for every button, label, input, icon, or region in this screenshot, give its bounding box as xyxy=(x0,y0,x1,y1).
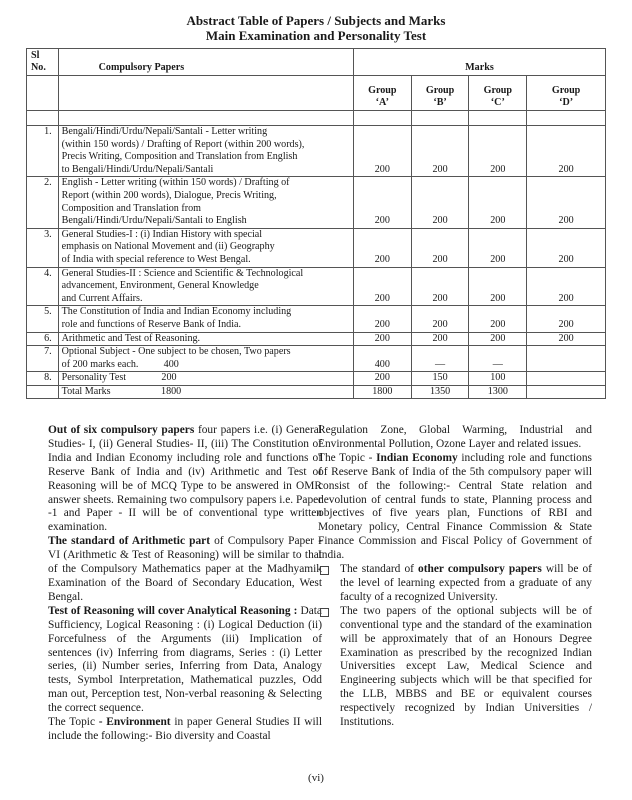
table-row xyxy=(27,346,606,372)
para-arithmetic-standard: The standard of Arithmetic part of Compulsory Paper - VI (Arithmetic & Test of Reasoning) will be similar to that of the Compulsory Mathematics paper at the Madhyamik Examination of the Board of Secondary Education, West Bengal. xyxy=(48,535,322,603)
left-column xyxy=(48,424,322,744)
marks-table xyxy=(26,48,606,399)
para-compulsory-papers: Out of six compulsory papers four papers i.e. (i) General Studies- I, (ii) General Studies- II, (iii) The Constitution of India and Indian Economy including role and functions of Reserve Bank of India and (iv) Arithmetic and Test of Reasoning will be of MCQ Type to be answered in OMR answer sheets. Remaining two compulsory papers i.e. Paper -1 and Paper - II will be of conventional type written examination. xyxy=(48,424,322,534)
row-serial xyxy=(27,385,59,399)
header-group-c: Group ‘C’ xyxy=(469,76,527,111)
row-mark-group-b: 200 xyxy=(411,228,469,267)
row-mark-group-d: 200 xyxy=(527,267,606,306)
table-row xyxy=(27,126,606,177)
row-serial: 6. xyxy=(27,332,59,346)
row-mark-group-d xyxy=(527,372,606,386)
header-marks: Marks xyxy=(353,49,605,76)
table-row xyxy=(27,177,606,228)
paper-line: Total Marks 1800 xyxy=(61,385,182,397)
paper-line: Bengali/Hindi/Urdu/Nepali/Santali - Letter writing xyxy=(61,126,268,137)
page-number: (vi) xyxy=(308,772,324,784)
header-group-d: Group ‘D’ xyxy=(527,76,606,111)
row-mark-group-c: 200 xyxy=(469,177,527,228)
paper-line: and Current Affairs. xyxy=(61,292,143,304)
header-compulsory-papers: Compulsory Papers xyxy=(58,49,353,76)
paper-line: role and functions of Reserve Bank of India. xyxy=(61,318,242,330)
row-mark-group-c: 200 xyxy=(469,126,527,177)
row-mark-group-c: — xyxy=(469,346,527,372)
right-column xyxy=(318,424,592,730)
table-row xyxy=(27,372,606,386)
para-environment: The Topic - Environment in paper General Studies II will include the following:- Bio diversity and Coastal xyxy=(48,716,322,742)
paper-line: (within 150 words) / Drafting of Report (within 200 words), xyxy=(61,138,305,150)
paper-line: Optional Subject - One subject to be chosen, Two papers xyxy=(61,346,291,358)
row-paper xyxy=(58,372,353,386)
paper-line: advancement, Environment, General Knowledge xyxy=(61,280,259,292)
header-blank-paper xyxy=(58,76,353,111)
row-mark-group-b: 200 xyxy=(411,267,469,306)
row-mark-group-d xyxy=(527,385,606,399)
row-mark-group-a: 1800 xyxy=(353,385,411,399)
para-environment-cont: Regulation Zone, Global Warming, Industrial and Environmental Pollution, Ozone Layer and related issues. xyxy=(318,424,592,450)
paper-line: of 200 marks each. 400 xyxy=(61,358,179,370)
row-mark-group-b: 200 xyxy=(411,332,469,346)
row-serial: 8. xyxy=(27,372,59,386)
table-row xyxy=(27,267,606,306)
paper-line: The Constitution of India and Indian Economy including xyxy=(61,306,292,318)
row-mark-group-c: 200 xyxy=(469,267,527,306)
row-serial: 3. xyxy=(27,228,59,267)
row-mark-group-c: 200 xyxy=(469,306,527,332)
paper-line: General Studies-I : (i) Indian History with special xyxy=(61,228,263,240)
row-mark-group-a: 200 xyxy=(353,372,411,386)
para-reasoning: Test of Reasoning will cover Analytical Reasoning : Data Sufficiency, Logical Reasoning : (i) Logical Deduction (ii) Forcefulness of the Arguments (iii) Implication of sentences (iv) Inferring from diagrams, Series : (i) Letter series, (ii) Number series, Inferring from Data, Analogy tests, Symbol Interpretation, Mathematical puzzles, Odd man out, Perception test, Non-verbal reasoning & Selecting the correct sequence. xyxy=(48,604,322,715)
paper-line: Precis Writing, Composition and Translation from English xyxy=(61,151,298,163)
paper-line: Bengali/Hindi/Urdu/Nepali/Santali to English xyxy=(61,215,247,227)
paper-line: Arithmetic and Test of Reasoning. xyxy=(61,332,201,344)
row-mark-group-c: 200 xyxy=(469,228,527,267)
row-mark-group-a: 200 xyxy=(353,228,411,267)
row-mark-group-b: 200 xyxy=(411,177,469,228)
row-serial: 4. xyxy=(27,267,59,306)
row-mark-group-b: 200 xyxy=(411,126,469,177)
header-group-a: Group ‘A’ xyxy=(353,76,411,111)
header-blank-sl xyxy=(27,76,59,111)
row-paper xyxy=(58,126,353,177)
table-row xyxy=(27,385,606,399)
row-mark-group-b: 200 xyxy=(411,306,469,332)
row-paper xyxy=(58,385,353,399)
paper-line: Composition and Translation from xyxy=(61,202,201,214)
table-row xyxy=(27,228,606,267)
row-mark-group-d: 200 xyxy=(527,126,606,177)
row-mark-group-b: 1350 xyxy=(411,385,469,399)
row-serial: 2. xyxy=(27,177,59,228)
row-mark-group-d: 200 xyxy=(527,306,606,332)
document-title: Abstract Table of Papers / Subjects and Marks xyxy=(186,13,446,28)
row-mark-group-a: 200 xyxy=(353,177,411,228)
row-paper xyxy=(58,332,353,346)
paper-line: of India with special reference to West Bengal. xyxy=(61,253,251,265)
bullet-other-papers: The standard of other compulsory papers will be of the level of learning expected from a graduate of any faculty of a recognized University. xyxy=(318,563,592,605)
paper-line: Personality Test 200 xyxy=(61,372,177,384)
square-bullet-icon xyxy=(320,566,329,575)
row-mark-group-c: 200 xyxy=(469,332,527,346)
row-mark-group-a: 400 xyxy=(353,346,411,372)
row-mark-group-b: 150 xyxy=(411,372,469,386)
paper-line: English - Letter writing (within 150 words) / Drafting of xyxy=(61,177,290,189)
header-sl-no: Sl No. xyxy=(27,49,59,76)
paper-line: to Bengali/Hindi/Urdu/Nepali/Santali xyxy=(61,163,214,175)
row-mark-group-d: 200 xyxy=(527,228,606,267)
row-mark-group-a: 200 xyxy=(353,332,411,346)
paper-line: General Studies-II : Science and Scientific & Technological xyxy=(61,267,304,279)
paper-line: emphasis on National Movement and (ii) Geography xyxy=(61,241,275,253)
row-mark-group-a: 200 xyxy=(353,126,411,177)
row-paper xyxy=(58,346,353,372)
row-serial: 5. xyxy=(27,306,59,332)
row-mark-group-d xyxy=(527,346,606,372)
row-mark-group-a: 200 xyxy=(353,306,411,332)
row-serial: 7. xyxy=(27,346,59,372)
bullet-optional-papers: The two papers of the optional subjects will be of conventional type and the standard of the examination will be approximately that of an Honours Degree Examination as prescribed by the recognized Indian Universities except Law, Medical Science and Engineering subjects which will be that specified for the LLB, MBBS and BE or equivalent courses respectively recognized by Indian Universities / Institutions. xyxy=(318,605,592,730)
row-paper xyxy=(58,306,353,332)
row-mark-group-d: 200 xyxy=(527,332,606,346)
table-row xyxy=(27,332,606,346)
row-mark-group-c: 100 xyxy=(469,372,527,386)
para-indian-economy: The Topic - Indian Economy including role and functions of Reserve Bank of India of the 5th compulsory paper will consist of the following:- Central State relation and devolution of central funds to state, Planning process and objectives of five years plan, Functions of RBI and Monetary policy, Central Finance Commission & State Finance Commission and Fiscal Policy of Government of India. xyxy=(318,451,592,562)
row-paper xyxy=(58,228,353,267)
row-serial: 1. xyxy=(27,126,59,177)
row-paper xyxy=(58,177,353,228)
row-mark-group-c: 1300 xyxy=(469,385,527,399)
row-mark-group-a: 200 xyxy=(353,267,411,306)
table-row xyxy=(27,306,606,332)
paper-line: Report (within 200 words), Dialogue, Precis Writing, xyxy=(61,189,277,201)
header-group-b: Group ‘B’ xyxy=(411,76,469,111)
row-mark-group-d: 200 xyxy=(527,177,606,228)
document-subtitle: Main Examination and Personality Test xyxy=(205,28,427,43)
row-paper xyxy=(58,267,353,306)
row-mark-group-b: — xyxy=(411,346,469,372)
square-bullet-icon xyxy=(320,608,329,617)
